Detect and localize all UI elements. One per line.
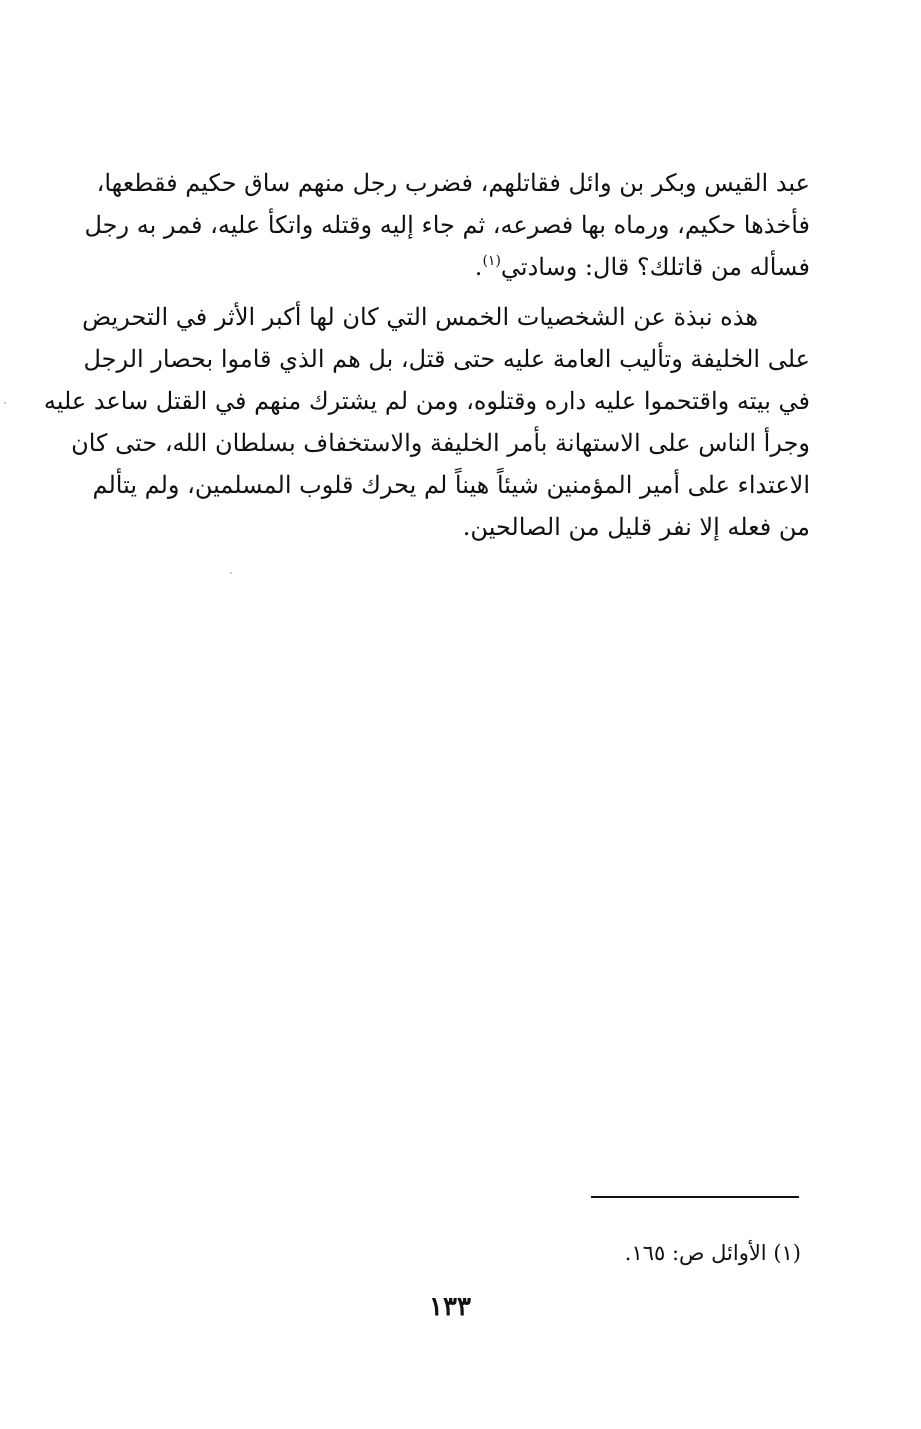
footnote: (١) الأوائل ص: ١٦٥.	[624, 1241, 801, 1265]
footnote-separator-rule	[591, 1196, 799, 1198]
paragraph-1-line-1: عبد القيس وبكر بن وائل فقاتلهم، فضرب رجل منهم ساق حكيم فقطعها،	[96, 169, 810, 197]
paragraph-2-line-5: الاعتداء على أمير المؤمنين شيئاً هيناً لم يحرك قلوب المسلمين، ولم يتألم	[92, 471, 810, 499]
paragraph-2-line-1: هذه نبذة عن الشخصيات الخمس التي كان لها أكبر الأثر في التحريض	[82, 303, 758, 331]
paragraph-2-line-4: وجرأ الناس على الاستهانة بأمر الخليفة والاستخفاف بسلطان الله، حتى كان	[71, 429, 810, 457]
paragraph-1-line-3	[110, 246, 810, 288]
paragraph-2-line-3: في بيته واقتحموا عليه داره وقتلوه، ومن لم يشترك منهم في القتل ساعد عليه	[43, 387, 810, 415]
page-number: ١٣٣	[429, 1292, 471, 1322]
footnote-reference-marker[interactable]: (١)	[482, 253, 501, 269]
scan-speck	[4, 402, 6, 404]
paragraph-1-line-2: فأخذها حكيم، ورماه بها فصرعه، ثم جاء إليه وقتله واتكأ عليه، فمر به رجل	[84, 211, 810, 239]
paragraph-1-line-3-text: فسأله من قاتلك؟ قال: وسادتي	[500, 253, 810, 281]
paragraph-1	[84, 162, 810, 288]
paragraph-2	[43, 296, 810, 548]
scan-speck	[230, 572, 232, 574]
paragraph-2-line-6: من فعله إلا نفر قليل من الصالحين.	[462, 513, 810, 541]
paragraph-1-line-3-end: .	[474, 253, 483, 281]
paragraph-2-line-2: على الخليفة وتأليب العامة عليه حتى قتل، بل هم الذي قاموا بحصار الرجل	[83, 345, 810, 373]
